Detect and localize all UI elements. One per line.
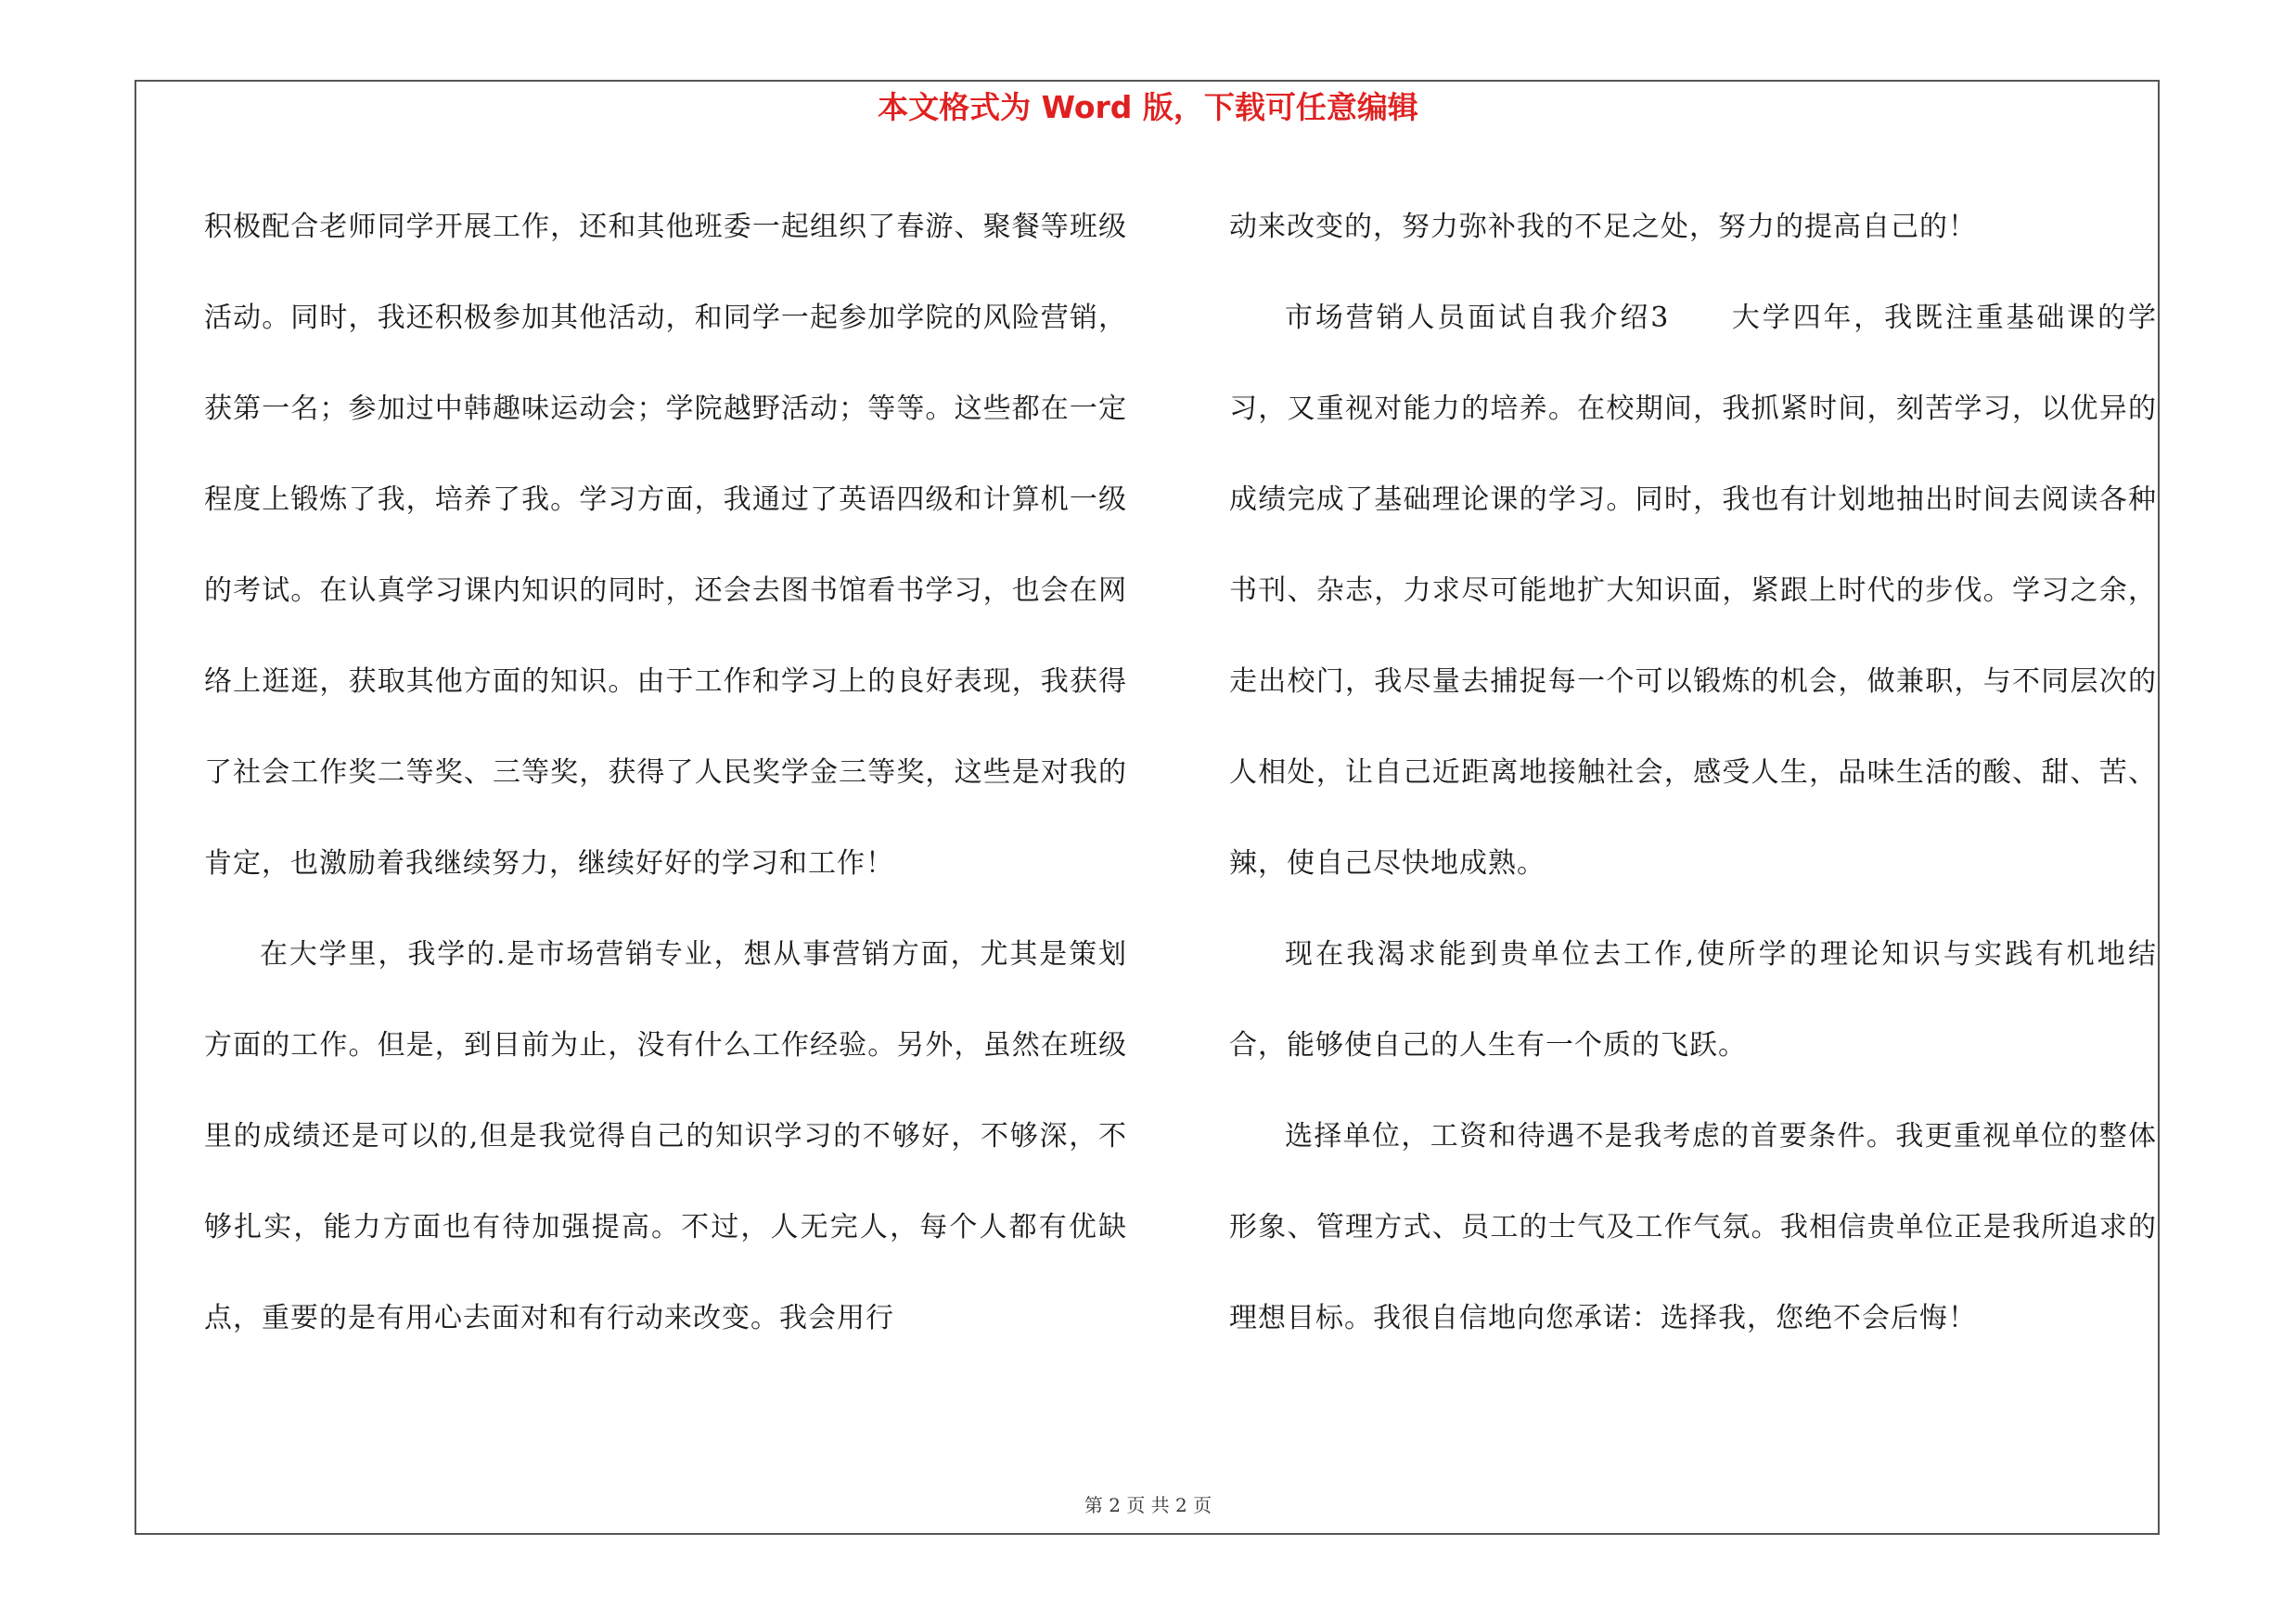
paragraph: 在大学里，我学的.是市场营销专业，想从事营销方面，尤其是策划方面的工作。但是，到目前为止，没有什么工作经验。另外，虽然在班级里的成绩还是可以的,但是我觉得自己的知识学习的不够好，不够深，不够扎实，能力方面也有待加强提高。不过，人无完人，每个人都有优缺点，重要的是有用心去面对和有行动来改变。我会用行 xyxy=(204,938,1127,1334)
paragraph: 积极配合老师同学开展工作，还和其他班委一起组织了春游、聚餐等班级活动。同时，我还积极参加其他活动，和同学一起参加学院的风险营销，获第一名；参加过中韩趣味运动会；学院越野活动；等等。这些都在一定程度上锻炼了我，培养了我。学习方面，我通过了英语四级和计算机一级的考试。在认真学习课内知识的同时，还会去图书馆看书学习，也会在网络上逛逛，获取其他方面的知识。由于工作和学习上的良好表现，我获得了社会工作奖二等奖、三等奖，获得了人民奖学金三等奖，这些是对我的肯定，也激励着我继续努力，继续好好的学习和工作！ xyxy=(204,211,1127,880)
page-number-footer: 第 2 页 共 2 页 xyxy=(1084,1494,1212,1516)
paragraph: 动来改变的，努力弥补我的不足之处，努力的提高自己的！ xyxy=(1229,211,1977,243)
paragraph: 现在我渴求能到贵单位去工作,使所学的理论知识与实践有机地结合，能够使自己的人生有一个质的飞跃。 xyxy=(1229,938,2157,1062)
right-text-column xyxy=(1229,182,2157,1364)
left-text-column xyxy=(204,182,1127,1364)
paragraph: 选择单位，工资和待遇不是我考虑的首要条件。我更重视单位的整体形象、管理方式、员工的士气及工作气氛。我相信贵单位正是我所追求的理想目标。我很自信地向您承诺：选择我，您绝不会后悔！ xyxy=(1229,1120,2157,1334)
format-notice-banner: 本文格式为 Word 版，下载可任意编辑 xyxy=(878,89,1418,125)
paragraph: 市场营销人员面试自我介绍3 大学四年，我既注重基础课的学习，又重视对能力的培养。在校期间，我抓紧时间，刻苦学习，以优异的成绩完成了基础理论课的学习。同时，我也有计划地抽出时间去阅读各种书刊、杂志，力求尽可能地扩大知识面，紧跟上时代的步伐。学习之余，走出校门，我尽量去捕捉每一个可以锻炼的机会，做兼职，与不同层次的人相处，让自己近距离地接触社会，感受人生，品味生活的酸、甜、苦、辣，使自己尽快地成熟。 xyxy=(1229,302,2157,880)
